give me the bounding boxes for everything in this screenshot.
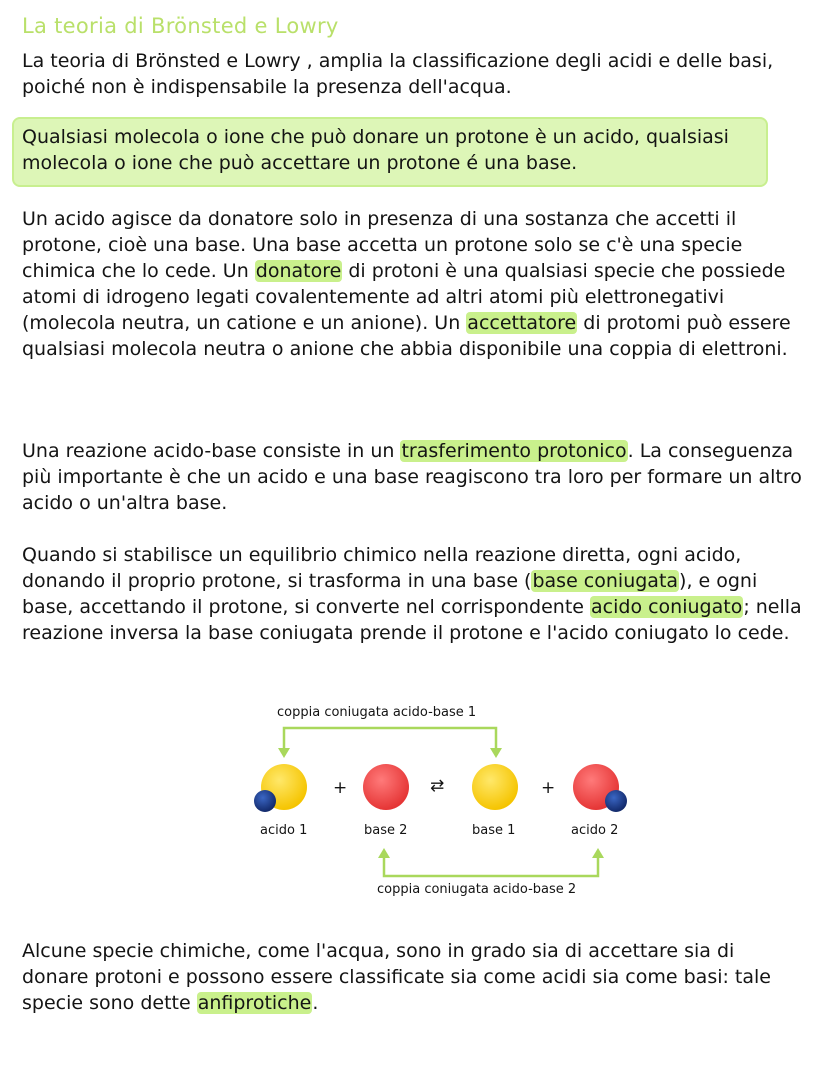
- text-span: ; nella reazione inversa la base coniugata prende il protone e l'acido coniugato lo cede.: [22, 596, 802, 644]
- highlight-accettatore: accettatore: [467, 312, 577, 334]
- highlight-base-coniugata: base coniugata: [532, 570, 679, 592]
- page-title: La teoria di Brönsted e Lowry: [22, 14, 339, 38]
- equilibrium-paragraph: [22, 542, 806, 646]
- conjugate-pairs-diagram: [240, 700, 640, 900]
- label-acido-2: acido 2: [571, 823, 619, 838]
- highlight-anfiprotiche: anfiprotiche: [197, 992, 312, 1014]
- bottom-arrowhead-left: [378, 848, 390, 858]
- acid1-proton: [254, 790, 276, 812]
- highlight-acido-coniugato: acido coniugato: [591, 596, 743, 618]
- text-span: .: [312, 992, 319, 1014]
- base2-molecule: [363, 764, 409, 810]
- highlight-donatore: donatore: [255, 260, 342, 282]
- diagram-graphic: [240, 700, 640, 900]
- highlight-trasferimento: trasferimento protonico: [401, 440, 627, 462]
- plus-sign-right: +: [541, 778, 556, 798]
- equilibrium-arrow-icon: ⇄: [430, 776, 445, 796]
- donor-acceptor-paragraph: [22, 206, 806, 362]
- text-span: ), e ogni base, accettando il protone, si converte nel corrispondente: [22, 570, 758, 618]
- top-arrowhead-right: [490, 748, 502, 758]
- label-base-2: base 2: [364, 823, 408, 838]
- top-bracket-arrow: [284, 728, 496, 752]
- acid2-proton: [605, 790, 627, 812]
- label-acido-1: acido 1: [260, 823, 308, 838]
- reaction-paragraph: [22, 438, 806, 516]
- amphiprotic-paragraph: [22, 938, 806, 1016]
- bottom-bracket-arrow: [384, 854, 598, 876]
- bottom-pair-label: coppia coniugata acido-base 2: [377, 882, 577, 897]
- intro-paragraph: La teoria di Brönsted e Lowry , amplia la classificazione degli acidi e delle basi, poiché non è indispensabile la presenza dell'acqua.: [22, 50, 774, 98]
- top-pair-label: coppia coniugata acido-base 1: [277, 705, 477, 720]
- text-span: di protomi può essere qualsiasi molecola neutra o anione che abbia disponibile una coppia di elettroni.: [22, 312, 791, 360]
- text-span: Una reazione acido-base consiste in un: [22, 440, 401, 462]
- top-arrowhead-left: [278, 748, 290, 758]
- plus-sign-left: +: [333, 778, 348, 798]
- base1-molecule: [472, 764, 518, 810]
- text-span: Quando si stabilisce un equilibrio chimico nella reazione diretta, ogni acido, donando il proprio protone, si trasforma in una base (: [22, 544, 742, 592]
- text-span: di protoni è una qualsiasi specie che possiede atomi di idrogeno legati covalentemente ad altri atomi più elettronegativi (molecola neutra, un catione e un anione). Un: [22, 260, 786, 334]
- label-base-1: base 1: [472, 823, 516, 838]
- bottom-arrowhead-right: [592, 848, 604, 858]
- definition-text: Qualsiasi molecola o ione che può donare un protone è un acido, qualsiasi molecola o ione che può accettare un protone é una base.: [22, 126, 729, 174]
- text-span: . La conseguenza più importante è che un acido e una base reagiscono tra loro per formare un altro acido o un'altra base.: [22, 440, 802, 514]
- text-span: Un acido agisce da donatore solo in presenza di una sostanza che accetti il protone, cioè una base. Una base accetta un protone solo se c'è una specie chimica che lo cede. Un: [22, 208, 743, 282]
- text-span: Alcune specie chimiche, come l'acqua, sono in grado sia di accettare sia di donare protoni e possono essere classificate sia come acidi sia come basi: tale specie sono dette: [22, 940, 771, 1014]
